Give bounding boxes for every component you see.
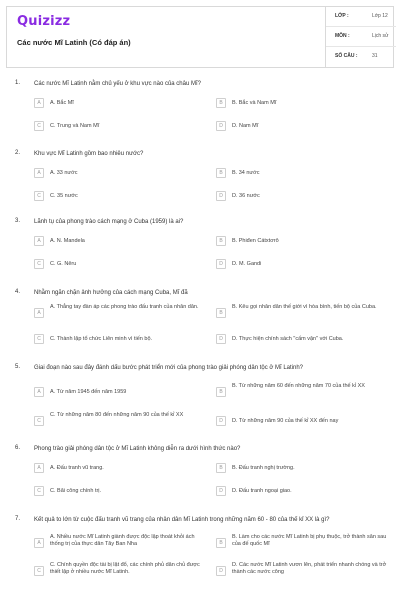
question-text: Các nước Mĩ Latinh nằm chủ yếu ở khu vực nào của châu Mĩ? bbox=[34, 81, 201, 87]
option-d[interactable] bbox=[216, 258, 388, 271]
option-letter-box: B bbox=[216, 98, 226, 108]
option-text: B. 34 nước bbox=[232, 170, 260, 176]
option-d[interactable] bbox=[216, 333, 388, 346]
option-letter-box: A bbox=[34, 387, 44, 397]
option-text: D. Từ những năm 90 của thế kỉ XX đến nay bbox=[232, 418, 339, 424]
option-d[interactable] bbox=[216, 415, 388, 428]
option-b[interactable] bbox=[216, 167, 388, 180]
question-text: Giai đoạn nào sau đây đánh dấu bước phát triển mới của phong trào giải phóng dân tộc ở Mĩ Latinh? bbox=[34, 365, 303, 371]
option-letter-box: C bbox=[34, 259, 44, 269]
option-a[interactable] bbox=[34, 235, 206, 248]
option-letter-box: D bbox=[216, 121, 226, 131]
option-letter-box: C bbox=[34, 334, 44, 344]
option-letter-box: A bbox=[34, 168, 44, 178]
option-b[interactable] bbox=[216, 534, 388, 554]
option-d[interactable] bbox=[216, 485, 388, 498]
option-letter-box: D bbox=[216, 486, 226, 496]
option-letter-box: A bbox=[34, 538, 44, 548]
option-text: D. 36 nước bbox=[232, 193, 260, 199]
option-letter-box: D bbox=[216, 191, 226, 201]
option-letter-box: A bbox=[34, 236, 44, 246]
option-d[interactable] bbox=[216, 190, 388, 203]
question-text: Khu vực Mĩ Latinh gồm bao nhiêu nước? bbox=[34, 151, 144, 157]
worksheet-header bbox=[6, 6, 394, 68]
option-b[interactable] bbox=[216, 235, 388, 248]
option-text: A. Thẳng tay đàn áp các phong trào đấu tranh của nhân dân. bbox=[50, 304, 199, 310]
option-text: B. Kêu gọi nhân dân thế giới vì hòa bình, tiến bộ của Cuba. bbox=[232, 304, 377, 310]
option-text: A. Đấu tranh vũ trang. bbox=[50, 465, 104, 471]
option-c[interactable] bbox=[34, 412, 206, 432]
option-text: A. Từ năm 1945 đến năm 1959 bbox=[50, 389, 127, 395]
question-number: 6. bbox=[15, 445, 21, 451]
option-a[interactable] bbox=[34, 304, 206, 324]
question-text: Lãnh tụ của phong trào cách mạng ở Cuba (1959) là ai? bbox=[34, 219, 184, 225]
option-text: D. Thực hiện chính sách "cấm vận" với Cuba. bbox=[232, 336, 344, 342]
quizizz-logo: Quizizz bbox=[17, 14, 71, 29]
question-number: 3. bbox=[15, 218, 21, 224]
option-text: D. M. Gandi bbox=[232, 261, 262, 267]
meta-row-subject bbox=[326, 27, 396, 47]
option-a[interactable] bbox=[34, 534, 206, 554]
question-number: 5. bbox=[15, 364, 21, 370]
question-text: Kết quả to lớn từ cuộc đấu tranh vũ trang của nhân dân Mĩ Latinh trong những năm 60 - 80 của thế kỉ XX là gì? bbox=[34, 517, 330, 523]
option-text: B. Làm cho các nước Mĩ Latinh bị phụ thuộc, trở thành sân sau của đế quốc Mĩ bbox=[232, 534, 387, 547]
option-text: D. Đấu tranh ngoại giao. bbox=[232, 488, 292, 494]
question-number: 2. bbox=[15, 150, 21, 156]
question-number: 4. bbox=[15, 289, 21, 295]
option-letter-box: A bbox=[34, 98, 44, 108]
option-text: C. Thành lập tổ chức Liên minh vì tiến bộ. bbox=[50, 336, 153, 342]
option-c[interactable] bbox=[34, 333, 206, 346]
option-c[interactable] bbox=[34, 258, 206, 271]
option-c[interactable] bbox=[34, 190, 206, 203]
option-letter-box: C bbox=[34, 121, 44, 131]
option-letter-box: C bbox=[34, 486, 44, 496]
option-b[interactable] bbox=[216, 383, 388, 403]
option-letter-box: D bbox=[216, 259, 226, 269]
question-text: Phong trào giải phóng dân tộc ở Mĩ Latinh không diễn ra dưới hình thức nào? bbox=[34, 446, 241, 452]
option-text: A. N. Mandela bbox=[50, 238, 85, 244]
option-letter-box: B bbox=[216, 308, 226, 318]
option-letter-box: A bbox=[34, 463, 44, 473]
option-a[interactable] bbox=[34, 97, 206, 110]
meta-row-count bbox=[326, 47, 396, 67]
meta-value: Lớp 12 bbox=[372, 13, 388, 19]
option-b[interactable] bbox=[216, 97, 388, 110]
meta-value: Lịch sử bbox=[372, 33, 389, 39]
option-text: A. 33 nước bbox=[50, 170, 78, 176]
option-text: D. Các nước Mĩ Latinh vươn lên, phát triển nhanh chóng và trở thành các nước công bbox=[232, 562, 387, 575]
option-a[interactable] bbox=[34, 386, 206, 399]
option-text: C. Bãi công chính trị. bbox=[50, 488, 102, 494]
option-text: D. Nam Mĩ bbox=[232, 123, 259, 129]
option-letter-box: B bbox=[216, 236, 226, 246]
option-d[interactable] bbox=[216, 120, 388, 133]
option-letter-box: C bbox=[34, 566, 44, 576]
option-d[interactable] bbox=[216, 562, 388, 582]
option-text: B. Đấu tranh nghị trường. bbox=[232, 465, 295, 471]
option-letter-box: B bbox=[216, 538, 226, 548]
meta-label: LỚP : bbox=[335, 13, 349, 19]
option-text: C. Trung và Nam Mĩ bbox=[50, 123, 100, 129]
question-text: Nhằm ngăn chặn ảnh hưởng của cách mạng Cuba, Mĩ đã bbox=[34, 290, 188, 296]
meta-label: MÔN : bbox=[335, 33, 350, 39]
meta-label: SỐ CÂU : bbox=[335, 53, 358, 59]
option-text: C. 35 nước bbox=[50, 193, 78, 199]
option-text: C. Từ những năm 80 đến những năm 90 của thế kỉ XX bbox=[50, 412, 184, 418]
option-letter-box: A bbox=[34, 308, 44, 318]
option-letter-box: B bbox=[216, 168, 226, 178]
option-text: C. G. Nêru bbox=[50, 261, 77, 267]
option-a[interactable] bbox=[34, 167, 206, 180]
question-number: 7. bbox=[15, 516, 21, 522]
option-b[interactable] bbox=[216, 304, 388, 324]
option-letter-box: D bbox=[216, 416, 226, 426]
option-b[interactable] bbox=[216, 462, 388, 475]
meta-value: 31 bbox=[372, 53, 378, 59]
option-text: B. Phiđen Cátxtơrô bbox=[232, 238, 279, 244]
option-text: C. Chính quyền độc tài bị lật đổ, các chính phủ dân chủ được thiết lập ở nhiều nước Mĩ Latinh. bbox=[50, 562, 200, 575]
option-text: B. Bắc và Nam Mĩ bbox=[232, 100, 277, 106]
option-c[interactable] bbox=[34, 562, 206, 582]
meta-table bbox=[325, 7, 395, 67]
question-number: 1. bbox=[15, 80, 21, 86]
option-letter-box: C bbox=[34, 191, 44, 201]
meta-row-class bbox=[326, 7, 396, 27]
option-letter-box: D bbox=[216, 334, 226, 344]
option-c[interactable] bbox=[34, 485, 206, 498]
option-text: A. Nhiều nước Mĩ Latinh giành được độc lập thoát khỏi ách thống trị của thực dân Tây Ban Nha bbox=[50, 534, 195, 547]
page-title: Các nước Mĩ Latinh (Có đáp án) bbox=[17, 38, 131, 47]
option-letter-box: C bbox=[34, 416, 44, 426]
option-text: A. Bắc Mĩ bbox=[50, 100, 74, 106]
option-letter-box: B bbox=[216, 463, 226, 473]
option-text: B. Từ những năm 60 đến những năm 70 của thế kỉ XX bbox=[232, 383, 365, 389]
option-letter-box: B bbox=[216, 387, 226, 397]
option-letter-box: D bbox=[216, 566, 226, 576]
option-c[interactable] bbox=[34, 120, 206, 133]
option-a[interactable] bbox=[34, 462, 206, 475]
